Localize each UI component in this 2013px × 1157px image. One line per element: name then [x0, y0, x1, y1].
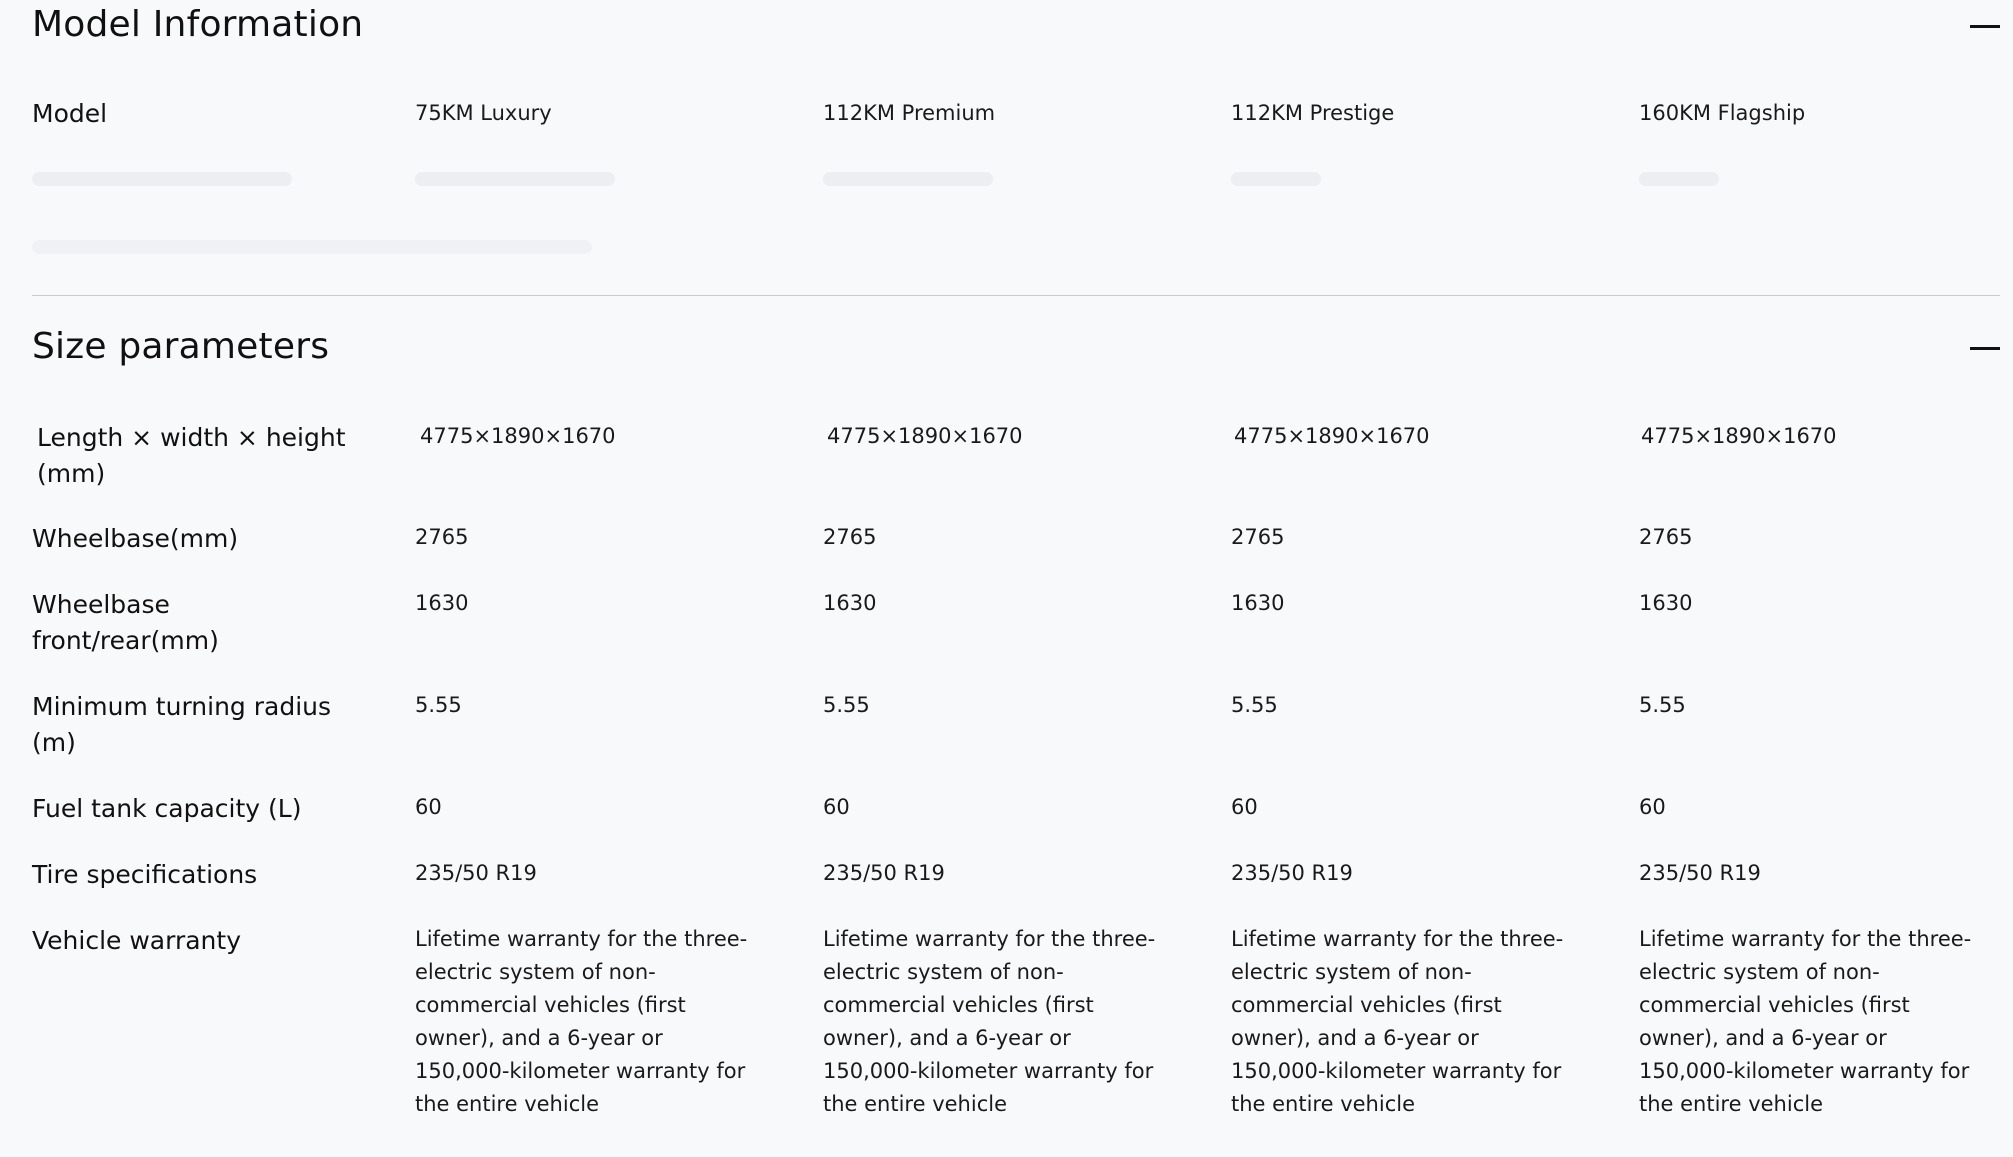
spec-value: 5.55 — [1639, 693, 1686, 717]
model-name-2: 112KM Prestige — [1231, 101, 1395, 125]
spec-label: Wheelbase(mm) — [32, 524, 239, 553]
spec-value: 4775×1890×1670 — [1234, 424, 1430, 448]
section-divider — [32, 295, 2000, 296]
spec-label: Fuel tank capacity (L) — [32, 794, 302, 823]
spec-value: 60 — [1639, 795, 1666, 819]
spec-value: 235/50 R19 — [1639, 861, 1761, 885]
minus-icon — [1970, 25, 2000, 28]
spec-value: 5.55 — [823, 693, 870, 717]
spec-value: 5.55 — [1231, 693, 1278, 717]
spec-label: Minimum turning radius (m) — [32, 692, 332, 757]
blurred-content — [823, 172, 993, 186]
spec-value: 60 — [415, 795, 442, 819]
spec-value: 4775×1890×1670 — [1641, 424, 1837, 448]
spec-value: 2765 — [1639, 525, 1693, 549]
spec-value: 2765 — [823, 525, 877, 549]
spec-label: Length × width × height (mm) — [37, 423, 346, 488]
spec-value: Lifetime warranty for the three-electric system of non-commercial vehicles (first owner), and a 6-year or 150,000-kilometer warranty for the entire vehicle — [823, 927, 1156, 1116]
model-info-title: Model Information — [32, 4, 364, 45]
model-name-1: 112KM Premium — [823, 101, 996, 125]
blurred-content — [1639, 172, 1719, 186]
model-name-3: 160KM Flagship — [1639, 101, 1806, 125]
spec-value: Lifetime warranty for the three-electric system of non-commercial vehicles (first owner), and a 6-year or 150,000-kilometer warranty for the entire vehicle — [415, 927, 748, 1116]
model-name-0: 75KM Luxury — [415, 101, 552, 125]
size-params-title: Size parameters — [32, 326, 330, 367]
blurred-content — [32, 172, 292, 186]
spec-value: 2765 — [415, 525, 469, 549]
model-label: Model — [32, 99, 108, 128]
minus-icon — [1970, 347, 2000, 350]
model-info-collapse-button[interactable] — [1970, 12, 2000, 42]
spec-value: Lifetime warranty for the three-electric system of non-commercial vehicles (first owner), and a 6-year or 150,000-kilometer warranty for the entire vehicle — [1231, 927, 1564, 1116]
spec-value: 235/50 R19 — [1231, 861, 1353, 885]
spec-value: 4775×1890×1670 — [420, 424, 616, 448]
spec-value: 235/50 R19 — [415, 861, 537, 885]
spec-value: 235/50 R19 — [823, 861, 945, 885]
spec-value: 4775×1890×1670 — [827, 424, 1023, 448]
blurred-content — [1231, 172, 1321, 186]
spec-value: Lifetime warranty for the three-electric system of non-commercial vehicles (first owner), and a 6-year or 150,000-kilometer warranty for the entire vehicle — [1639, 927, 1972, 1116]
size-params-header[interactable] — [32, 322, 2000, 378]
blurred-content — [415, 172, 615, 186]
model-info-header[interactable] — [32, 0, 2000, 56]
spec-value: 1630 — [1231, 591, 1285, 615]
size-params-collapse-button[interactable] — [1970, 334, 2000, 364]
spec-label: Vehicle warranty — [32, 926, 241, 955]
spec-label: Wheelbase front/rear(mm) — [32, 590, 219, 655]
spec-value: 60 — [823, 795, 850, 819]
spec-value: 2765 — [1231, 525, 1285, 549]
spec-value: 60 — [1231, 795, 1258, 819]
spec-value: 1630 — [823, 591, 877, 615]
spec-value: 5.55 — [415, 693, 462, 717]
spec-value: 1630 — [1639, 591, 1693, 615]
blurred-content — [32, 240, 592, 254]
spec-value: 1630 — [415, 591, 469, 615]
spec-label: Tire specifications — [32, 860, 258, 889]
